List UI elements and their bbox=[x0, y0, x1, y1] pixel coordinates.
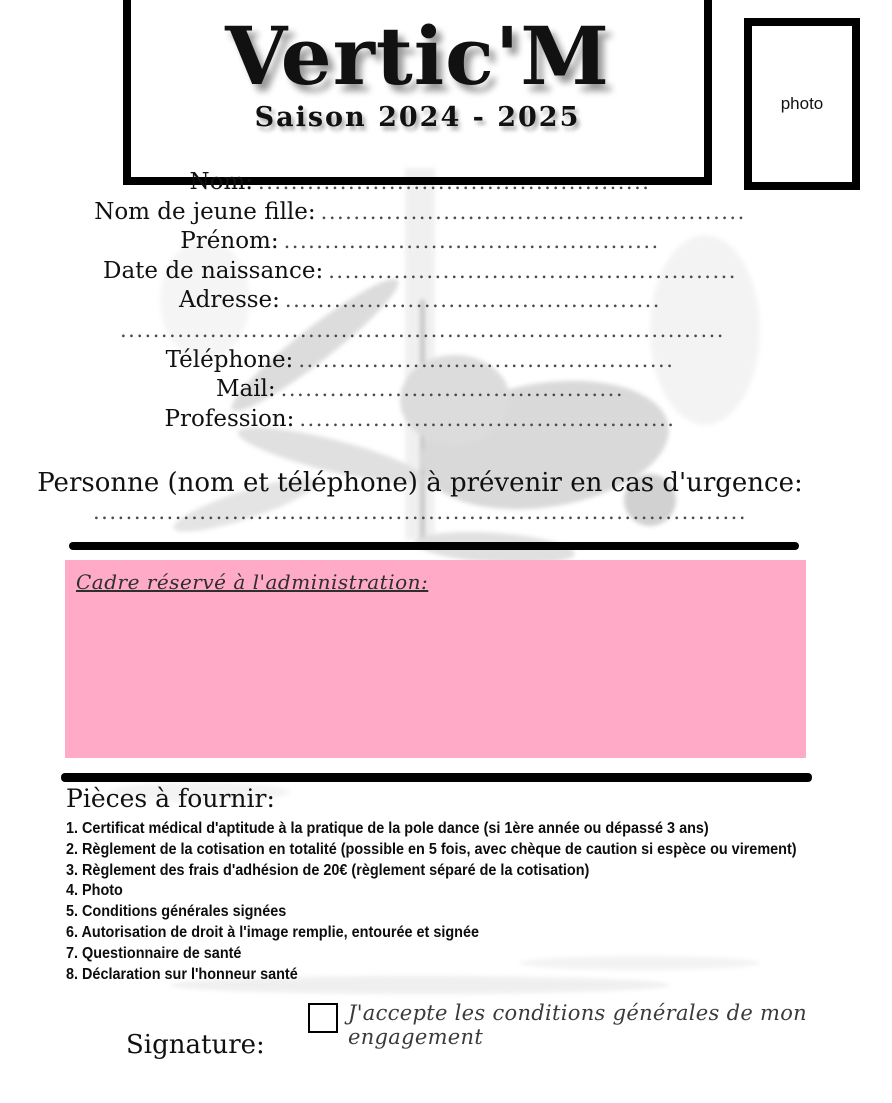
list-item: 4. Photo bbox=[66, 882, 123, 900]
prenom-label: Prénom: bbox=[180, 228, 279, 255]
list-item: 6. Autorisation de droit à l'image remplie, entourée et signée bbox=[66, 923, 480, 941]
field-row-profession bbox=[0, 405, 840, 435]
list-item: 1. Certificat médical d'aptitude à la pratique de la pole dance (si 1ère année ou dépassé 3 ans) bbox=[66, 820, 709, 837]
jeune-fille-label: Nom de jeune fille: bbox=[94, 198, 316, 225]
accept-checkbox-label: J'accepte les conditions générales de mon engagement bbox=[348, 1001, 808, 1049]
naissance-label: Date de naissance: bbox=[103, 257, 324, 284]
telephone-label: Téléphone: bbox=[165, 346, 294, 373]
field-row-adresse-suite bbox=[0, 316, 840, 346]
telephone-input-line[interactable]: .............................................. bbox=[298, 347, 675, 372]
field-row-naissance bbox=[0, 257, 840, 287]
signature-label: Signature: bbox=[126, 1030, 265, 1060]
field-row-jeune-fille bbox=[0, 198, 840, 228]
list-item: 8. Déclaration sur l'honneur santé bbox=[66, 965, 298, 983]
mail-input-line[interactable]: .......................................... bbox=[280, 377, 625, 402]
prenom-input-line[interactable]: .............................................. bbox=[283, 229, 660, 254]
naissance-input-line[interactable]: .................................................. bbox=[328, 258, 737, 283]
adresse-label: Adresse: bbox=[179, 287, 280, 314]
nom-input-line[interactable]: ................................................ bbox=[258, 170, 651, 194]
list-item: 7. Questionnaire de santé bbox=[66, 944, 242, 962]
emergency-contact-label: Personne (nom et téléphone) à prévenir en cas d'urgence: bbox=[37, 468, 803, 498]
profession-input-line[interactable]: .............................................. bbox=[299, 406, 676, 431]
field-row-mail bbox=[0, 375, 840, 405]
mail-label: Mail: bbox=[215, 376, 276, 403]
adresse-suite-input-line[interactable]: .......................................................................... bbox=[120, 317, 725, 342]
title-box bbox=[123, 0, 712, 185]
club-title: Vertic'M bbox=[225, 9, 610, 103]
list-item: 2. Règlement de la cotisation en totalité (possible en 5 fois, avec chèque de caution si espèce ou virement) bbox=[66, 840, 797, 858]
photo-placeholder bbox=[744, 18, 860, 190]
admin-box bbox=[65, 560, 806, 758]
field-row-nom bbox=[0, 168, 840, 198]
field-row-adresse bbox=[0, 286, 840, 316]
divider-bar-top bbox=[69, 542, 799, 550]
admin-box-label: Cadre réservé à l'administration: bbox=[76, 570, 429, 594]
field-row-telephone bbox=[0, 346, 840, 376]
identity-fields bbox=[0, 168, 840, 434]
nom-label: Nom: bbox=[189, 169, 254, 195]
documents-list bbox=[66, 819, 797, 985]
season-subtitle: Saison 2024 - 2025 bbox=[254, 102, 581, 133]
photo-label: photo bbox=[780, 94, 824, 113]
list-item: 3. Règlement des frais d'adhésion de 20€ (règlement séparé de la cotisation) bbox=[66, 861, 590, 879]
accept-checkbox[interactable] bbox=[308, 1003, 338, 1033]
jeune-fille-input-line[interactable]: .................................................... bbox=[320, 199, 746, 224]
adresse-input-line[interactable]: .............................................. bbox=[284, 288, 661, 313]
profession-label: Profession: bbox=[164, 405, 295, 432]
list-item: 5. Conditions générales signées bbox=[66, 903, 287, 921]
divider-bar-bottom bbox=[61, 773, 812, 782]
documents-title: Pièces à fournir: bbox=[66, 784, 275, 813]
emergency-contact-input-line[interactable]: ................................................................................ bbox=[92, 500, 748, 524]
field-row-prenom bbox=[0, 227, 840, 257]
